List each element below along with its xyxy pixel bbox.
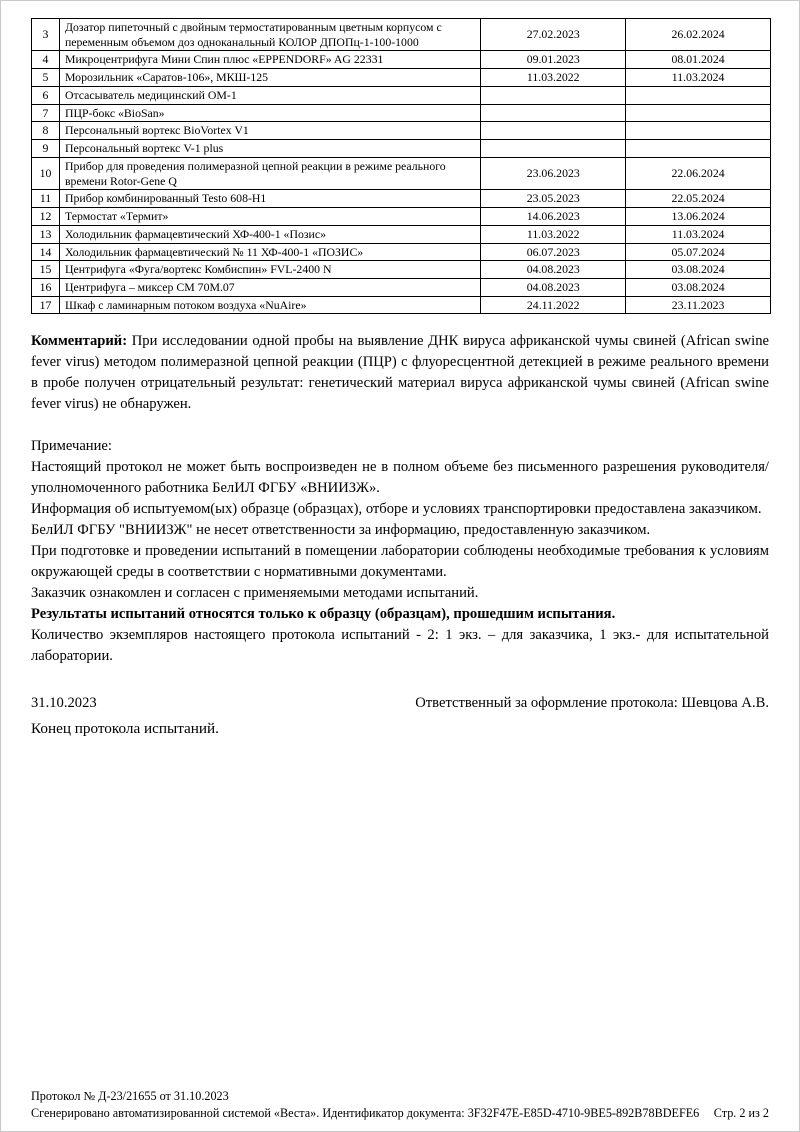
verification-date: 06.07.2023	[481, 243, 626, 261]
table-row	[32, 225, 771, 243]
equipment-name: ПЦР-бокс «BioSan»	[59, 104, 480, 122]
verification-date: 27.02.2023	[481, 19, 626, 51]
note-line: БелИЛ ФГБУ "ВНИИЗЖ" не несет ответственности за информацию, предоставленную заказчиком.	[31, 522, 651, 539]
comment-label: Комментарий:	[31, 333, 128, 350]
equipment-name: Морозильник «Саратов-106», МКШ-125	[59, 69, 480, 87]
footer-protocol-number: Протокол № Д-23/21655 от 31.10.2023	[31, 1089, 229, 1104]
copies-statement: Количество экземпляров настоящего протокола испытаний - 2: 1 экз. – для заказчика, 1 экз.- для испытательной лаборатории.	[31, 627, 769, 665]
equipment-name: Персональный вортекс BioVortex V1	[59, 122, 480, 140]
table-row	[32, 243, 771, 261]
note-line: Настоящий протокол не может быть воспроизведен не в полном объеме без письменного разрешения руководителя/уполномоченного работника БелИЛ ФГБУ «ВНИИЗЖ».	[31, 459, 769, 497]
comment-paragraph	[31, 331, 769, 415]
equipment-name: Персональный вортекс V-1 plus	[59, 140, 480, 158]
verification-date	[481, 140, 626, 158]
table-row	[32, 296, 771, 314]
footer-generated-text: Сгенерировано автоматизированной системой «Веста». Идентификатор документа: 3F32F47E-E85D-4710-9BE5-892B78BDEFE6	[31, 1105, 700, 1120]
end-of-protocol-line: Конец протокола испытаний.	[31, 720, 219, 738]
valid-until-date: 26.02.2024	[626, 19, 771, 51]
valid-until-date: 08.01.2024	[626, 51, 771, 69]
equipment-name: Микроцентрифуга Мини Спин плюс «EPPENDORF» AG 22331	[59, 51, 480, 69]
document-content	[1, 1, 799, 740]
table-row	[32, 140, 771, 158]
valid-until-date: 22.05.2024	[626, 190, 771, 208]
valid-until-date	[626, 140, 771, 158]
table-row	[32, 157, 771, 189]
equipment-name: Центрифуга «Фуга/вортекс Комбиспин» FVL-2400 N	[59, 261, 480, 279]
signature-row	[31, 695, 769, 712]
row-number: 10	[32, 157, 60, 189]
row-number: 16	[32, 279, 60, 297]
valid-until-date: 13.06.2024	[626, 208, 771, 226]
table-row	[32, 104, 771, 122]
row-number: 3	[32, 19, 60, 51]
valid-until-date	[626, 104, 771, 122]
table-row	[32, 208, 771, 226]
row-number: 5	[32, 69, 60, 87]
row-number: 4	[32, 51, 60, 69]
comment-text: При исследовании одной пробы на выявление ДНК вируса африканской чумы свиней (African swine fever virus) методом полимеразной цепной реакции (ПЦР) с флуоресцентной детекцией в режиме реального времени в пробе получен отрицательный результат: генетический материал вируса африканской чумы свиней (African swine fever virus) не обнаружен.	[31, 333, 769, 413]
row-number: 14	[32, 243, 60, 261]
verification-date	[481, 86, 626, 104]
valid-until-date: 03.08.2024	[626, 279, 771, 297]
valid-until-date	[626, 122, 771, 140]
note-line: Информация об испытуемом(ых) образце (образцах), отборе и условиях транспортировки предоставлена заказчиком.	[31, 501, 762, 518]
valid-until-date: 11.03.2024	[626, 225, 771, 243]
row-number: 9	[32, 140, 60, 158]
row-number: 8	[32, 122, 60, 140]
row-number: 17	[32, 296, 60, 314]
table-row	[32, 122, 771, 140]
row-number: 15	[32, 261, 60, 279]
equipment-name: Прибор комбинированный Testo 608-Н1	[59, 190, 480, 208]
footer-generated-line	[31, 1105, 769, 1121]
verification-date: 11.03.2022	[481, 69, 626, 87]
equipment-name: Дозатор пипеточный с двойным термостатированным цветным корпусом с переменным объемом доз одноканальный КОЛОР ДПОПц-1-100-1000	[59, 19, 480, 51]
verification-date: 14.06.2023	[481, 208, 626, 226]
equipment-name: Прибор для проведения полимеразной цепной реакции в режиме реального времени Rotor-Gene Q	[59, 157, 480, 189]
row-number: 6	[32, 86, 60, 104]
verification-date: 09.01.2023	[481, 51, 626, 69]
table-row	[32, 190, 771, 208]
document-footer	[31, 1088, 769, 1121]
note-line: Заказчик ознакомлен и согласен с применяемыми методами испытаний.	[31, 585, 479, 602]
valid-until-date	[626, 86, 771, 104]
table-row	[32, 51, 771, 69]
verification-date	[481, 104, 626, 122]
notes-section	[31, 436, 769, 667]
equipment-table	[31, 18, 771, 314]
equipment-name: Центрифуга – миксер СМ 70М.07	[59, 279, 480, 297]
equipment-name: Холодильник фармацевтический ХФ-400-1 «Позис»	[59, 225, 480, 243]
table-row	[32, 69, 771, 87]
table-row	[32, 86, 771, 104]
row-number: 13	[32, 225, 60, 243]
valid-until-date: 11.03.2024	[626, 69, 771, 87]
valid-until-date: 22.06.2024	[626, 157, 771, 189]
equipment-name: Отсасыватель медицинский ОМ-1	[59, 86, 480, 104]
row-number: 12	[32, 208, 60, 226]
verification-date: 04.08.2023	[481, 261, 626, 279]
note-line: При подготовке и проведении испытаний в помещении лаборатории соблюдены необходимые требования к условиям окружающей среды в соответствии с нормативными документами.	[31, 543, 769, 581]
verification-date: 04.08.2023	[481, 279, 626, 297]
verification-date: 23.06.2023	[481, 157, 626, 189]
row-number: 11	[32, 190, 60, 208]
verification-date	[481, 122, 626, 140]
valid-until-date: 05.07.2024	[626, 243, 771, 261]
results-statement: Результаты испытаний относятся только к образцу (образцам), прошедшим испытания.	[31, 606, 616, 623]
equipment-table-body	[32, 19, 771, 314]
equipment-name: Термостат «Термит»	[59, 208, 480, 226]
protocol-date: 31.10.2023	[31, 695, 97, 712]
verification-date: 11.03.2022	[481, 225, 626, 243]
row-number: 7	[32, 104, 60, 122]
table-row	[32, 19, 771, 51]
verification-date: 23.05.2023	[481, 190, 626, 208]
verification-date: 24.11.2022	[481, 296, 626, 314]
responsible-person: Ответственный за оформление протокола: Шевцова А.В.	[415, 695, 769, 712]
equipment-name: Шкаф с ламинарным потоком воздуха «NuAire»	[59, 296, 480, 314]
notes-heading: Примечание:	[31, 438, 112, 455]
equipment-name: Холодильник фармацевтический № 11 ХФ-400-1 «ПОЗИС»	[59, 243, 480, 261]
valid-until-date: 23.11.2023	[626, 296, 771, 314]
table-row	[32, 261, 771, 279]
valid-until-date: 03.08.2024	[626, 261, 771, 279]
footer-page-number: Стр. 2 из 2	[713, 1105, 769, 1120]
table-row	[32, 279, 771, 297]
